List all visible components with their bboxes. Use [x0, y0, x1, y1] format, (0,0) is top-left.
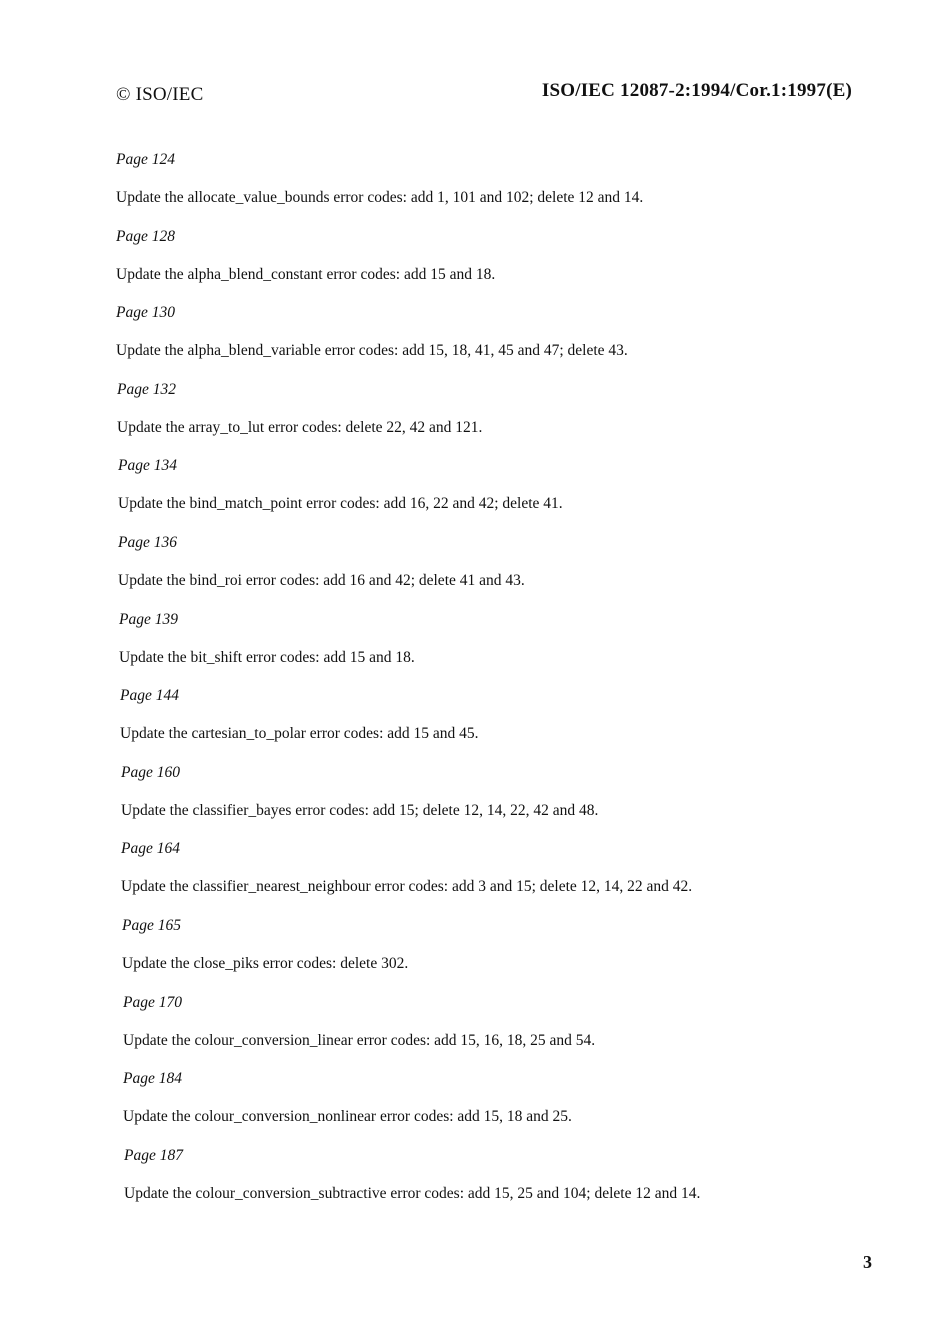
corrigendum-entry [124, 1146, 876, 1223]
page-reference: Page 130 [116, 304, 175, 322]
page-reference: Page 132 [117, 380, 176, 398]
corrigendum-entry [116, 150, 876, 227]
page-reference: Page 160 [121, 763, 180, 781]
page-reference: Page 128 [116, 227, 175, 245]
page-reference: Page 139 [119, 610, 178, 628]
correction-text: Update the alpha_blend_constant error codes: add 15 and 18. [116, 265, 496, 283]
corrigendum-entry [118, 533, 876, 610]
corrigendum-entry [118, 456, 876, 533]
correction-text: Update the close_piks error codes: delete 302. [122, 954, 409, 972]
corrigendum-entry [116, 303, 876, 380]
page-number: 3 [863, 1252, 872, 1272]
correction-text: Update the colour_conversion_linear error codes: add 15, 16, 18, 25 and 54. [123, 1031, 596, 1049]
corrigendum-entry [121, 839, 876, 916]
corrigendum-entries [116, 150, 876, 1222]
corrigendum-entry [123, 993, 876, 1070]
correction-text: Update the alpha_blend_variable error codes: add 15, 18, 41, 45 and 47; delete 43. [116, 342, 628, 360]
correction-text: Update the classifier_nearest_neighbour error codes: add 3 and 15; delete 12, 14, 22 and 42. [121, 878, 693, 896]
correction-text: Update the bind_roi error codes: add 16 and 42; delete 41 and 43. [118, 571, 525, 589]
correction-text: Update the bind_match_point error codes: add 16, 22 and 42; delete 41. [118, 495, 563, 513]
correction-text: Update the colour_conversion_nonlinear error codes: add 15, 18 and 25. [123, 1108, 572, 1126]
correction-text: Update the cartesian_to_polar error codes: add 15 and 45. [120, 725, 479, 743]
page-reference: Page 134 [118, 457, 177, 475]
correction-text: Update the allocate_value_bounds error codes: add 1, 101 and 102; delete 12 and 14. [116, 189, 644, 206]
corrigendum-entry [121, 763, 876, 840]
corrigendum-entry [116, 227, 876, 304]
page-reference: Page 165 [122, 916, 181, 934]
page-reference: Page 144 [120, 687, 179, 705]
page-reference: Page 184 [123, 1070, 182, 1088]
correction-text: Update the colour_conversion_subtractive error codes: add 15, 25 and 104; delete 12 and 14. [124, 1184, 701, 1202]
page-reference: Page 164 [121, 840, 180, 858]
page-reference: Page 170 [123, 993, 182, 1011]
correction-text: Update the classifier_bayes error codes: add 15; delete 12, 14, 22, 42 and 48. [121, 801, 599, 819]
corrigendum-entry [120, 686, 876, 763]
page-reference: Page 187 [124, 1146, 183, 1164]
standard-identifier-header: ISO/IEC 12087-2:1994/Cor.1:1997(E) [541, 80, 852, 101]
correction-text: Update the array_to_lut error codes: delete 22, 42 and 121. [117, 418, 483, 436]
corrigendum-entry [123, 1069, 876, 1146]
corrigendum-entry [122, 916, 876, 993]
page-reference: Page 136 [118, 533, 177, 551]
corrigendum-entry [119, 610, 876, 687]
copyright-header: © ISO/IEC [116, 84, 204, 105]
correction-text: Update the bit_shift error codes: add 15 and 18. [119, 648, 415, 666]
page-reference: Page 124 [116, 151, 175, 168]
corrigendum-entry [117, 380, 876, 457]
